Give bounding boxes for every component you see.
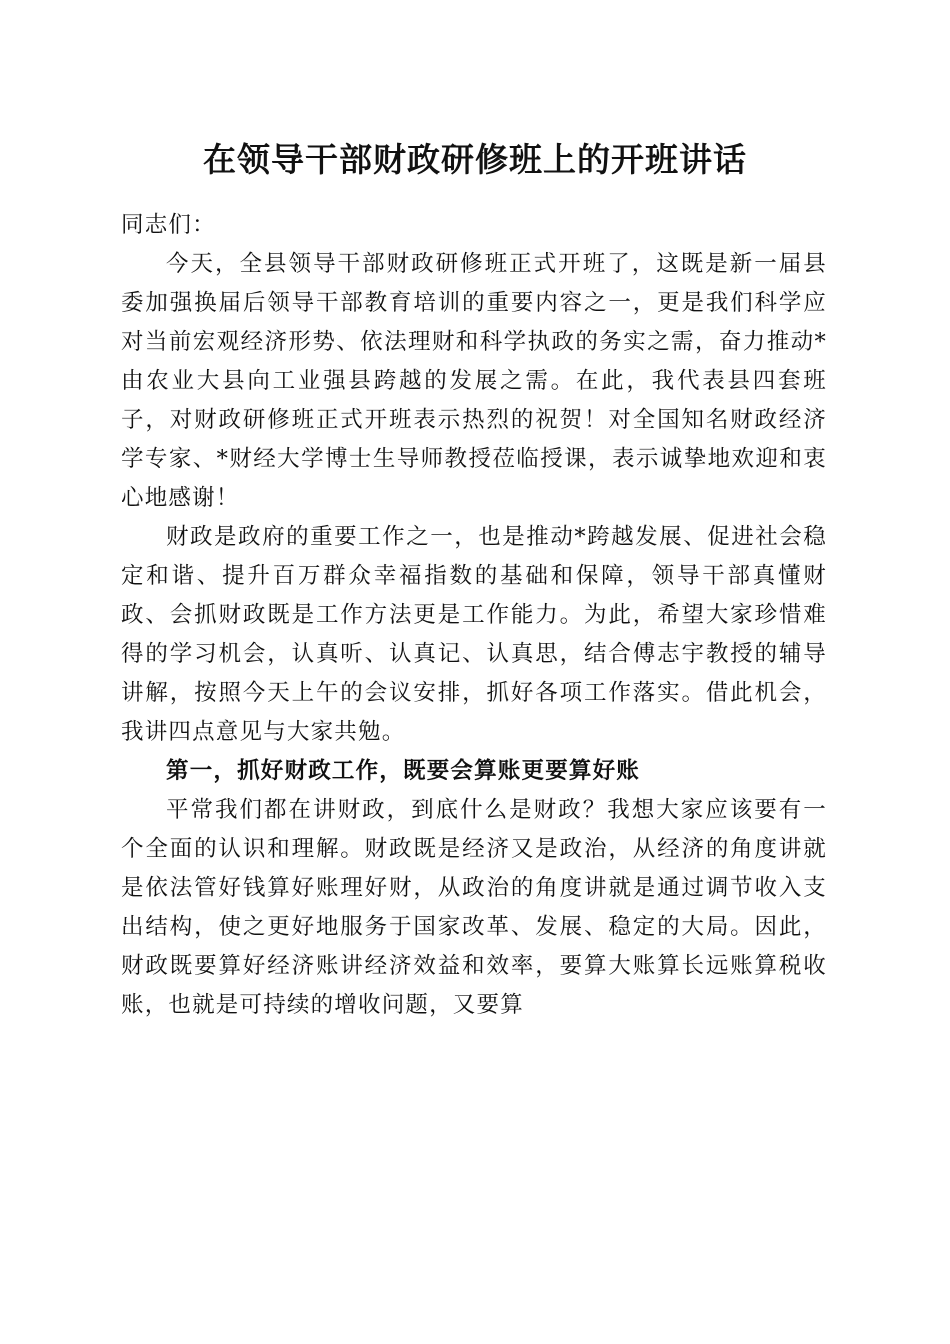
paragraph: 平常我们都在讲财政，到底什么是财政？我想大家应该要有一个全面的认识和理解。财政既是经济又是政治，从经济的角度讲就是依法管好钱算好账理好财，从政治的角度讲就是通过调节收入支出结构，使之更好地服务于国家改革、发展、稳定的大局。因此，财政既要算好经济账讲经济效益和效率，要算大账算长远账算税收账，也就是可持续的增收问题，又要算	[121, 797, 827, 1018]
paragraph: 今天，全县领导干部财政研修班正式开班了，这既是新一届县委加强换届后领导干部教育培训的重要内容之一，更是我们科学应对当前宏观经济形势、依法理财和科学执政的务实之需，奋力推动*由农业大县向工业强县跨越的发展之需。在此，我代表县四套班子，对财政研修班正式开班表示热烈的祝贺！对全国知名财政经济学专家、*财经大学博士生导师教授莅临授课，表示诚挚地欢迎和衷心地感谢！	[121, 251, 827, 511]
paragraph: 财政是政府的重要工作之一，也是推动*跨越发展、促进社会稳定和谐、提升百万群众幸福指数的基础和保障，领导干部真懂财政、会抓财政既是工作方法更是工作能力。为此，希望大家珍惜难得的学习机会，认真听、认真记、认真思，结合傅志宇教授的辅导讲解，按照今天上午的会议安排，抓好各项工作落实。借此机会，我讲四点意见与大家共勉。	[121, 524, 827, 745]
section-heading: 第一，抓好财政工作，既要会算账更要算好账	[166, 758, 641, 784]
document-body	[121, 206, 827, 1025]
document-title: 在领导干部财政研修班上的开班讲话	[203, 140, 747, 179]
salutation: 同志们：	[121, 212, 216, 238]
